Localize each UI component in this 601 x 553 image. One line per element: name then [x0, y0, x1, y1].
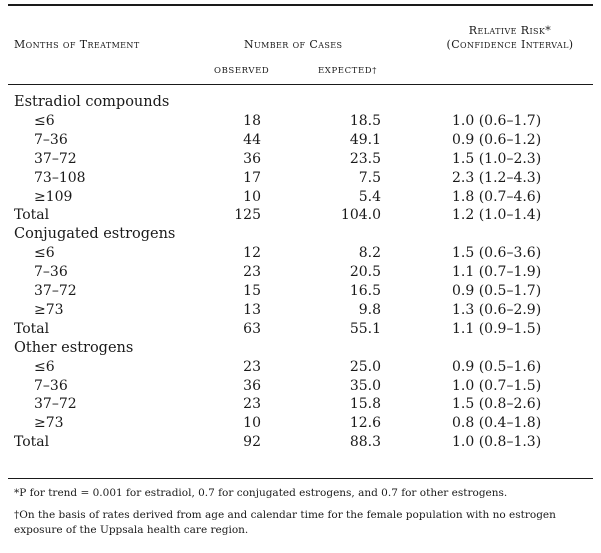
group-heading: Other estrogens	[14, 339, 134, 356]
header-rr-line1: Relative Risk*	[468, 24, 552, 37]
table-row	[0, 130, 601, 150]
relative-risk-cell: 1.0 (0.6–1.7)	[452, 112, 542, 129]
observed-cell: 36	[243, 377, 261, 394]
expected-cell: 35.0	[349, 377, 381, 394]
row-label: Total	[14, 207, 50, 224]
expected-cell: 7.5	[358, 169, 381, 186]
relative-risk-cell: 1.1 (0.9–1.5)	[452, 320, 542, 337]
table-row	[0, 300, 601, 320]
table-row	[0, 319, 601, 339]
relative-risk-cell: 0.9 (0.6–1.2)	[452, 131, 542, 148]
observed-cell: 15	[243, 283, 261, 299]
row-label: ≥73	[34, 415, 64, 432]
observed-cell: 12	[243, 245, 261, 262]
expected-cell: 15.8	[349, 396, 381, 413]
relative-risk-cell: 0.9 (0.5–1.6)	[452, 358, 542, 375]
observed-cell: 44	[243, 131, 261, 148]
expected-cell: 9.8	[358, 301, 381, 318]
table-row	[0, 394, 601, 414]
expected-cell: 25.0	[349, 358, 381, 375]
relative-risk-cell: 0.9 (0.5–1.7)	[452, 283, 542, 299]
table-row	[0, 168, 601, 188]
expected-cell: 18.5	[349, 112, 381, 129]
row-label: 37–72	[34, 150, 77, 167]
observed-cell: 10	[243, 188, 261, 205]
row-label: ≤6	[34, 358, 55, 375]
relative-risk-cell: 1.0 (0.8–1.3)	[452, 434, 542, 451]
relative-risk-cell: 1.5 (0.8–2.6)	[452, 396, 542, 413]
relative-risk-cell: 1.2 (1.0–1.4)	[452, 207, 542, 224]
row-label: 73–108	[34, 169, 86, 186]
expected-cell: 16.5	[349, 283, 381, 299]
header-months: Months of Treatment	[14, 38, 140, 51]
top-rule	[8, 4, 593, 6]
relative-risk-cell: 1.5 (0.6–3.6)	[452, 245, 542, 262]
row-label: Total	[14, 320, 50, 337]
row-label: ≥73	[34, 301, 64, 318]
table-row	[0, 432, 601, 452]
expected-cell: 23.5	[349, 150, 381, 167]
table-row	[0, 281, 601, 301]
expected-cell: 104.0	[340, 207, 381, 224]
bottom-rule	[8, 478, 593, 479]
header-cases: Number of Cases	[244, 38, 343, 51]
table-row	[0, 413, 601, 433]
observed-cell: 18	[243, 112, 261, 129]
row-label: 7–36	[34, 264, 68, 281]
row-label: ≤6	[34, 112, 55, 129]
table-row	[0, 262, 601, 282]
observed-cell: 63	[243, 320, 261, 337]
table-row	[0, 149, 601, 169]
row-label: 7–36	[34, 377, 68, 394]
observed-cell: 23	[243, 396, 261, 413]
relative-risk-cell: 1.3 (0.6–2.9)	[452, 301, 542, 318]
observed-cell: 10	[243, 415, 261, 432]
footnote-expected: †On the basis of rates derived from age and calendar time for the female population with no estrogen exposure of the Uppsala health care region.	[14, 509, 556, 536]
header-rule	[8, 84, 593, 85]
header-rr-line2: (Confidence Interval)	[446, 38, 574, 51]
observed-cell: 23	[243, 358, 261, 375]
relative-risk-cell: 1.0 (0.7–1.5)	[452, 377, 542, 394]
row-label: ≤6	[34, 245, 55, 262]
expected-cell: 8.2	[358, 245, 381, 262]
observed-cell: 125	[234, 207, 261, 224]
expected-cell: 55.1	[349, 320, 381, 337]
group-heading: Estradiol compounds	[14, 94, 170, 110]
footnote-trend: *P for trend = 0.001 for estradiol, 0.7 for conjugated estrogens, and 0.7 for other estrogens.	[14, 487, 508, 499]
observed-cell: 13	[243, 301, 261, 318]
expected-cell: 20.5	[349, 264, 381, 281]
row-label: 37–72	[34, 396, 77, 413]
relative-risk-cell: 1.8 (0.7–4.6)	[452, 188, 542, 205]
row-label: 7–36	[34, 131, 68, 148]
group-heading: Conjugated estrogens	[14, 226, 176, 243]
table-row	[0, 376, 601, 396]
table-row	[0, 187, 601, 207]
observed-cell: 36	[243, 150, 261, 167]
table-row	[0, 243, 601, 263]
relative-risk-cell: 2.3 (1.2–4.3)	[452, 169, 542, 186]
row-label: 37–72	[34, 283, 77, 299]
expected-cell: 49.1	[349, 131, 381, 148]
expected-cell: 5.4	[358, 188, 381, 205]
observed-cell: 23	[243, 264, 261, 281]
subheader-expected: EXPECTED†	[318, 66, 378, 76]
table-row	[0, 205, 601, 225]
relative-risk-cell: 1.5 (1.0–2.3)	[452, 150, 542, 167]
expected-cell: 88.3	[349, 434, 381, 451]
table-row	[0, 111, 601, 131]
table-row	[0, 357, 601, 377]
relative-risk-cell: 0.8 (0.4–1.8)	[452, 415, 542, 432]
relative-risk-cell: 1.1 (0.7–1.9)	[452, 264, 542, 281]
row-label: ≥109	[34, 188, 73, 205]
observed-cell: 17	[243, 169, 261, 186]
subheader-observed: OBSERVED	[214, 66, 270, 76]
observed-cell: 92	[243, 434, 261, 451]
row-label: Total	[14, 434, 50, 451]
expected-cell: 12.6	[349, 415, 381, 432]
